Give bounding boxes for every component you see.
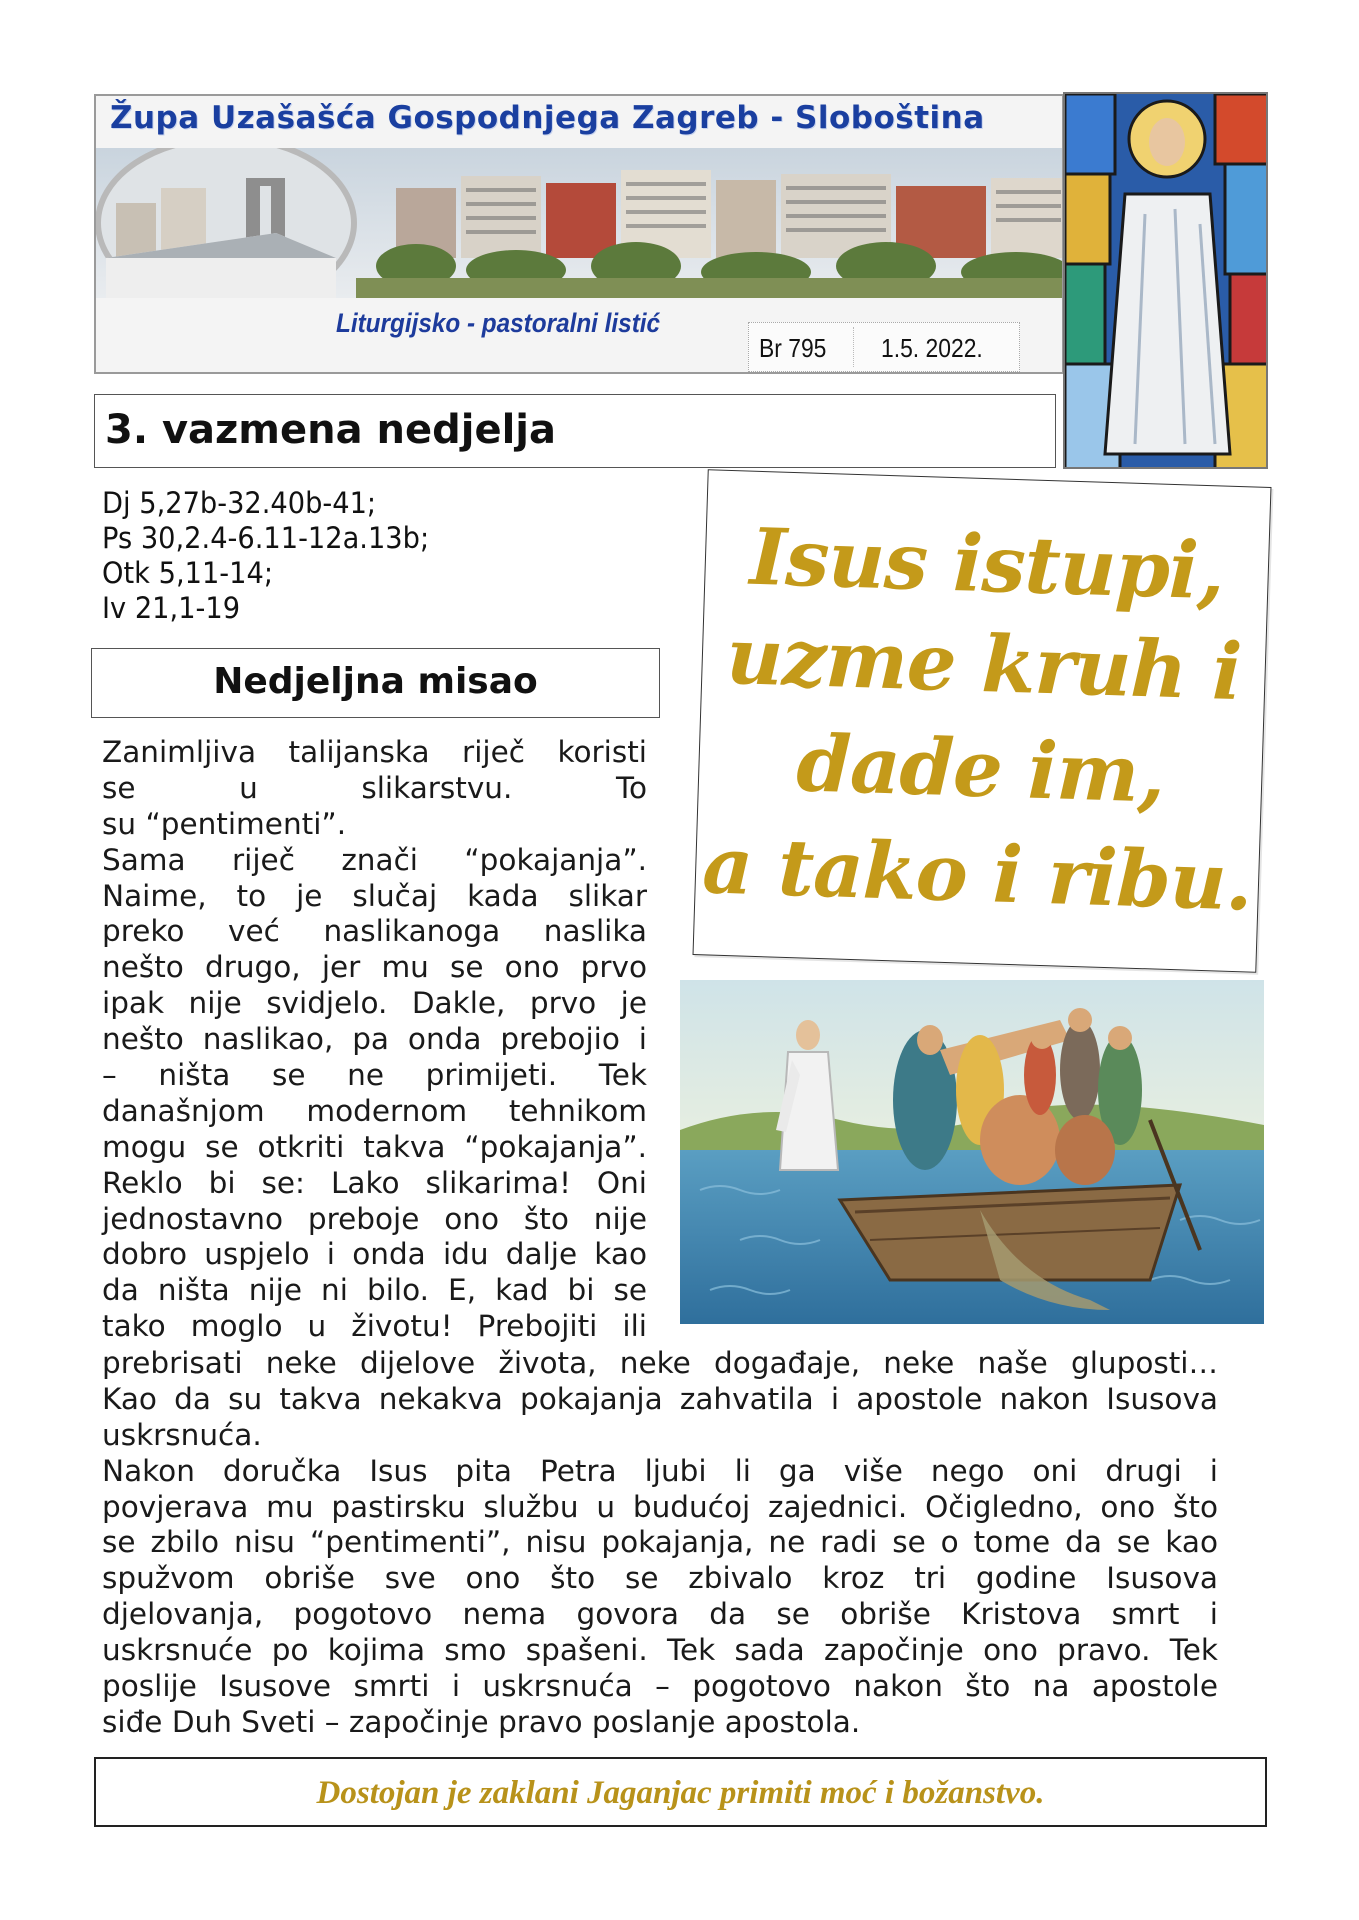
city-skyline-photo [96,148,1064,298]
text-line: povjerava mu pastirsku službu u budućoj zajednici. Očigledno, ono što [102,1489,1218,1524]
sunday-title-box [94,394,1056,468]
sunday-thought-heading-box [91,648,660,718]
quote-line: dade im, [795,718,1166,821]
text-line: Reklo bi se: Lako slikarima! Oni [102,1165,647,1200]
text-line: uskrsnuće po kojima smo spašeni. Tek sada započinje ono pravo. Tek [102,1633,1218,1668]
sunday-thought-heading: Nedjeljna misao [213,661,538,702]
miraculous-catch-painting [680,980,1264,1324]
reading-line: Ps 30,2.4-6.11-12a.13b; [102,521,430,555]
text-line: Sama riječ znači “pokajanja”. [102,842,647,877]
text-line: siđe Duh Sveti – započinje pravo poslanje apostola. [102,1704,861,1739]
sunday-title: 3. vazmena nedjelja [105,407,556,453]
text-line: spužvom obriše sve ono što se zbivalo kroz tri godine Isusova [102,1561,1218,1596]
text-line: Kao da su takva nekakva pokajanja zahvatila i apostole nakon Isusova [102,1381,1218,1416]
text-line: nešto drugo, jer mu se ono prvo [102,950,647,985]
text-line: nešto naslikao, pa onda prebojio i [102,1022,647,1057]
text-line: – ništa se ne primijeti. Tek [102,1058,647,1093]
text-line: preko već naslikanoga naslika [102,914,647,949]
text-line: su “pentimenti”. [102,806,347,841]
footer-quote: Dostojan je zaklani Jaganjac primiti moć i božanstvo. [316,1775,1045,1811]
issue-divider [853,327,854,367]
text-line: tako moglo u životu! Prebojiti ili [102,1309,647,1344]
text-line: djelovanja, pogotovo nema govora da se obriše Kristova smrt i [102,1597,1218,1632]
text-line: poslije Isusove smrti i uskrsnuća – pogotovo nakon što na apostole [102,1669,1218,1704]
text-line: uskrsnuća. [102,1417,262,1452]
quote-line: a tako i ribu. [701,820,1254,929]
text-line: se u slikarstvu. To [102,770,647,805]
quote-line: uzme kruh i [725,610,1243,719]
text-line: dobro uspjelo i onda idu dalje kao [102,1237,647,1272]
text-line: mogu se otkriti takva “pokajanja”. [102,1129,647,1164]
text-line: jednostavno preboje ono što nije [102,1201,647,1236]
text-line: da ništa nije ni bilo. E, kad bi se [102,1273,647,1308]
parish-title: Župa Uzašašća Gospodnjega Zagreb - Sloboština [110,100,985,136]
issue-number: Br 795 [759,333,827,363]
readings-list [102,486,582,626]
issue-info-box [748,322,1020,372]
text-line: Nakon doručka Isus pita Petra ljubi li ga više nego oni drugi i [102,1453,1218,1488]
text-line: Zanimljiva talijanska riječ koristi [102,735,647,769]
article-column-text [102,735,647,1345]
gospel-quote-card [693,469,1272,972]
text-line: Naime, to je slučaj kada slikar [102,878,647,913]
reading-line: Otk 5,11-14; [102,556,274,590]
issue-date: 1.5. 2022. [881,333,983,363]
footer-quote-box [94,1757,1267,1827]
stained-glass-christ-image [1063,92,1268,469]
text-line: ipak nije svidjelo. Dakle, prvo je [102,986,647,1021]
header-banner [94,94,1064,374]
text-line: današnjom modernom tehnikom [102,1093,647,1128]
text-line: se zbilo nisu “pentimenti”, nisu pokajanja, ne radi se o tome da se kao [102,1525,1218,1560]
quote-line: Isus istupi, [748,511,1226,618]
reading-line: Dj 5,27b-32.40b-41; [102,486,377,520]
reading-line: Iv 21,1-19 [102,591,241,625]
text-line: prebrisati neke dijelove života, neke događaje, neke naše gluposti… [102,1346,1218,1380]
article-full-width-text [102,1346,1218,1741]
leaflet-subtitle: Liturgijsko - pastoralni listić [336,308,661,338]
